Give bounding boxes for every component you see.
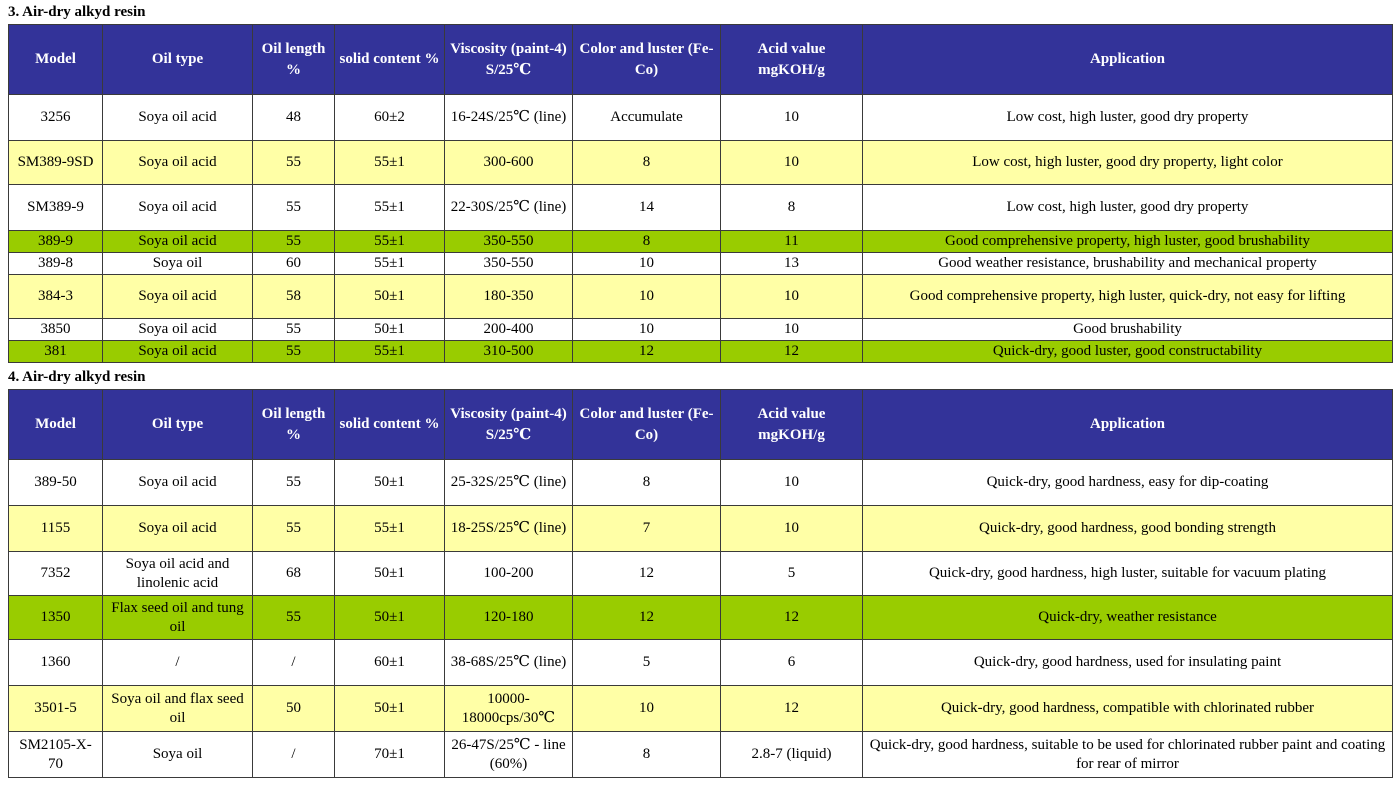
header-color-luster: Color and luster (Fe-Co) [573,25,721,95]
cell-oil-length: 55 [253,185,335,231]
cell-acid-value: 10 [721,319,863,341]
cell-viscosity: 100-200 [445,552,573,596]
cell-application: Low cost, high luster, good dry property, light color [863,141,1393,185]
cell-application: Quick-dry, good hardness, used for insulating paint [863,640,1393,686]
table-header-row [9,25,1393,95]
cell-oil-type: Soya oil acid [103,275,253,319]
cell-viscosity: 22-30S/25℃ (line) [445,185,573,231]
cell-acid-value: 5 [721,552,863,596]
cell-acid-value: 8 [721,185,863,231]
cell-acid-value: 10 [721,506,863,552]
table-row [9,732,1393,778]
cell-application: Quick-dry, good hardness, high luster, suitable for vacuum plating [863,552,1393,596]
cell-viscosity: 180-350 [445,275,573,319]
cell-oil-type: Soya oil [103,732,253,778]
cell-acid-value: 11 [721,231,863,253]
cell-solid-content: 50±1 [335,552,445,596]
cell-oil-type: / [103,640,253,686]
header-oil-length: Oil length % [253,390,335,460]
cell-oil-type: Soya oil acid [103,506,253,552]
header-acid-value: Acid value mgKOH/g [721,390,863,460]
table-header-row [9,390,1393,460]
cell-viscosity: 120-180 [445,596,573,640]
cell-oil-type: Soya oil acid [103,460,253,506]
cell-model: SM389-9SD [9,141,103,185]
cell-solid-content: 50±1 [335,275,445,319]
cell-model: 384-3 [9,275,103,319]
cell-oil-length: 55 [253,596,335,640]
cell-color-luster: 10 [573,253,721,275]
cell-model: 381 [9,341,103,363]
cell-acid-value: 10 [721,141,863,185]
cell-oil-type: Soya oil acid [103,141,253,185]
cell-color-luster: 12 [573,596,721,640]
spec-table-section-4 [8,389,1393,778]
cell-oil-length: 55 [253,341,335,363]
cell-application: Quick-dry, good hardness, suitable to be used for chlorinated rubber paint and coating for rear of mirror [863,732,1393,778]
cell-application: Low cost, high luster, good dry property [863,95,1393,141]
cell-viscosity: 38-68S/25℃ (line) [445,640,573,686]
cell-application: Good comprehensive property, high luster, good brushability [863,231,1393,253]
cell-acid-value: 10 [721,275,863,319]
section-4-title: 4. Air-dry alkyd resin [8,369,146,385]
cell-model: SM2105-X-70 [9,732,103,778]
header-oil-type: Oil type [103,25,253,95]
cell-color-luster: 12 [573,341,721,363]
cell-model: 389-9 [9,231,103,253]
cell-color-luster: 12 [573,552,721,596]
cell-viscosity: 310-500 [445,341,573,363]
cell-application: Quick-dry, good hardness, good bonding strength [863,506,1393,552]
cell-viscosity: 200-400 [445,319,573,341]
table-row [9,319,1393,341]
cell-color-luster: 10 [573,275,721,319]
cell-color-luster: 8 [573,231,721,253]
cell-acid-value: 12 [721,341,863,363]
cell-color-luster: 8 [573,460,721,506]
cell-oil-type: Soya oil [103,253,253,275]
cell-application: Good brushability [863,319,1393,341]
cell-oil-type: Soya oil acid [103,95,253,141]
cell-viscosity: 300-600 [445,141,573,185]
cell-model: 3850 [9,319,103,341]
cell-oil-length: 48 [253,95,335,141]
cell-model: 389-50 [9,460,103,506]
header-oil-type: Oil type [103,390,253,460]
cell-model: 3256 [9,95,103,141]
header-oil-length: Oil length % [253,25,335,95]
cell-model: SM389-9 [9,185,103,231]
cell-application: Quick-dry, good luster, good constructability [863,341,1393,363]
cell-oil-length: 55 [253,506,335,552]
cell-oil-type: Soya oil acid [103,185,253,231]
cell-acid-value: 2.8-7 (liquid) [721,732,863,778]
cell-oil-type: Soya oil acid [103,341,253,363]
table-row [9,460,1393,506]
table-row [9,95,1393,141]
cell-application: Quick-dry, weather resistance [863,596,1393,640]
table-row [9,686,1393,732]
cell-color-luster: 10 [573,319,721,341]
cell-oil-length: 55 [253,319,335,341]
table-row [9,253,1393,275]
table-row [9,552,1393,596]
header-application: Application [863,390,1393,460]
cell-solid-content: 55±1 [335,141,445,185]
cell-oil-length: 55 [253,231,335,253]
cell-viscosity: 350-550 [445,231,573,253]
cell-color-luster: Accumulate [573,95,721,141]
cell-acid-value: 13 [721,253,863,275]
header-application: Application [863,25,1393,95]
cell-oil-length: / [253,640,335,686]
cell-application: Quick-dry, good hardness, easy for dip-coating [863,460,1393,506]
cell-color-luster: 14 [573,185,721,231]
cell-solid-content: 55±1 [335,231,445,253]
cell-solid-content: 55±1 [335,506,445,552]
cell-model: 7352 [9,552,103,596]
cell-solid-content: 50±1 [335,596,445,640]
cell-color-luster: 10 [573,686,721,732]
cell-viscosity: 350-550 [445,253,573,275]
cell-model: 389-8 [9,253,103,275]
table-row [9,141,1393,185]
cell-solid-content: 50±1 [335,686,445,732]
cell-solid-content: 70±1 [335,732,445,778]
cell-oil-length: 60 [253,253,335,275]
cell-model: 1350 [9,596,103,640]
table-row [9,640,1393,686]
cell-model: 1360 [9,640,103,686]
cell-color-luster: 8 [573,732,721,778]
table-row [9,231,1393,253]
cell-oil-type: Soya oil and flax seed oil [103,686,253,732]
header-solid-content: solid content % [335,25,445,95]
cell-viscosity: 10000-18000cps/30℃ [445,686,573,732]
cell-oil-length: 58 [253,275,335,319]
table-row [9,341,1393,363]
header-model: Model [9,390,103,460]
header-viscosity: Viscosity (paint-4) S/25℃ [445,25,573,95]
cell-viscosity: 26-47S/25℃ - line (60%) [445,732,573,778]
cell-color-luster: 7 [573,506,721,552]
cell-oil-type: Soya oil acid [103,319,253,341]
cell-solid-content: 55±1 [335,253,445,275]
cell-solid-content: 55±1 [335,341,445,363]
cell-application: Quick-dry, good hardness, compatible with chlorinated rubber [863,686,1393,732]
cell-application: Low cost, high luster, good dry property [863,185,1393,231]
section-3-title: 3. Air-dry alkyd resin [8,4,146,20]
cell-viscosity: 16-24S/25℃ (line) [445,95,573,141]
cell-oil-length: 68 [253,552,335,596]
cell-model: 3501-5 [9,686,103,732]
table-row [9,185,1393,231]
cell-oil-type: Soya oil acid and linolenic acid [103,552,253,596]
cell-solid-content: 55±1 [335,185,445,231]
table-row [9,596,1393,640]
cell-acid-value: 12 [721,686,863,732]
cell-oil-length: 55 [253,141,335,185]
cell-oil-type: Soya oil acid [103,231,253,253]
cell-oil-length: / [253,732,335,778]
table-row [9,506,1393,552]
cell-solid-content: 60±1 [335,640,445,686]
cell-application: Good comprehensive property, high luster, quick-dry, not easy for lifting [863,275,1393,319]
cell-oil-length: 55 [253,460,335,506]
cell-solid-content: 50±1 [335,319,445,341]
header-acid-value: Acid value mgKOH/g [721,25,863,95]
cell-solid-content: 60±2 [335,95,445,141]
cell-solid-content: 50±1 [335,460,445,506]
cell-acid-value: 6 [721,640,863,686]
cell-model: 1155 [9,506,103,552]
cell-application: Good weather resistance, brushability and mechanical property [863,253,1393,275]
cell-color-luster: 5 [573,640,721,686]
spec-table-section-3 [8,24,1393,363]
cell-viscosity: 18-25S/25℃ (line) [445,506,573,552]
cell-acid-value: 10 [721,95,863,141]
header-color-luster: Color and luster (Fe-Co) [573,390,721,460]
header-model: Model [9,25,103,95]
cell-oil-type: Flax seed oil and tung oil [103,596,253,640]
cell-viscosity: 25-32S/25℃ (line) [445,460,573,506]
header-viscosity: Viscosity (paint-4) S/25℃ [445,390,573,460]
cell-acid-value: 10 [721,460,863,506]
table-row [9,275,1393,319]
cell-oil-length: 50 [253,686,335,732]
cell-color-luster: 8 [573,141,721,185]
header-solid-content: solid content % [335,390,445,460]
cell-acid-value: 12 [721,596,863,640]
